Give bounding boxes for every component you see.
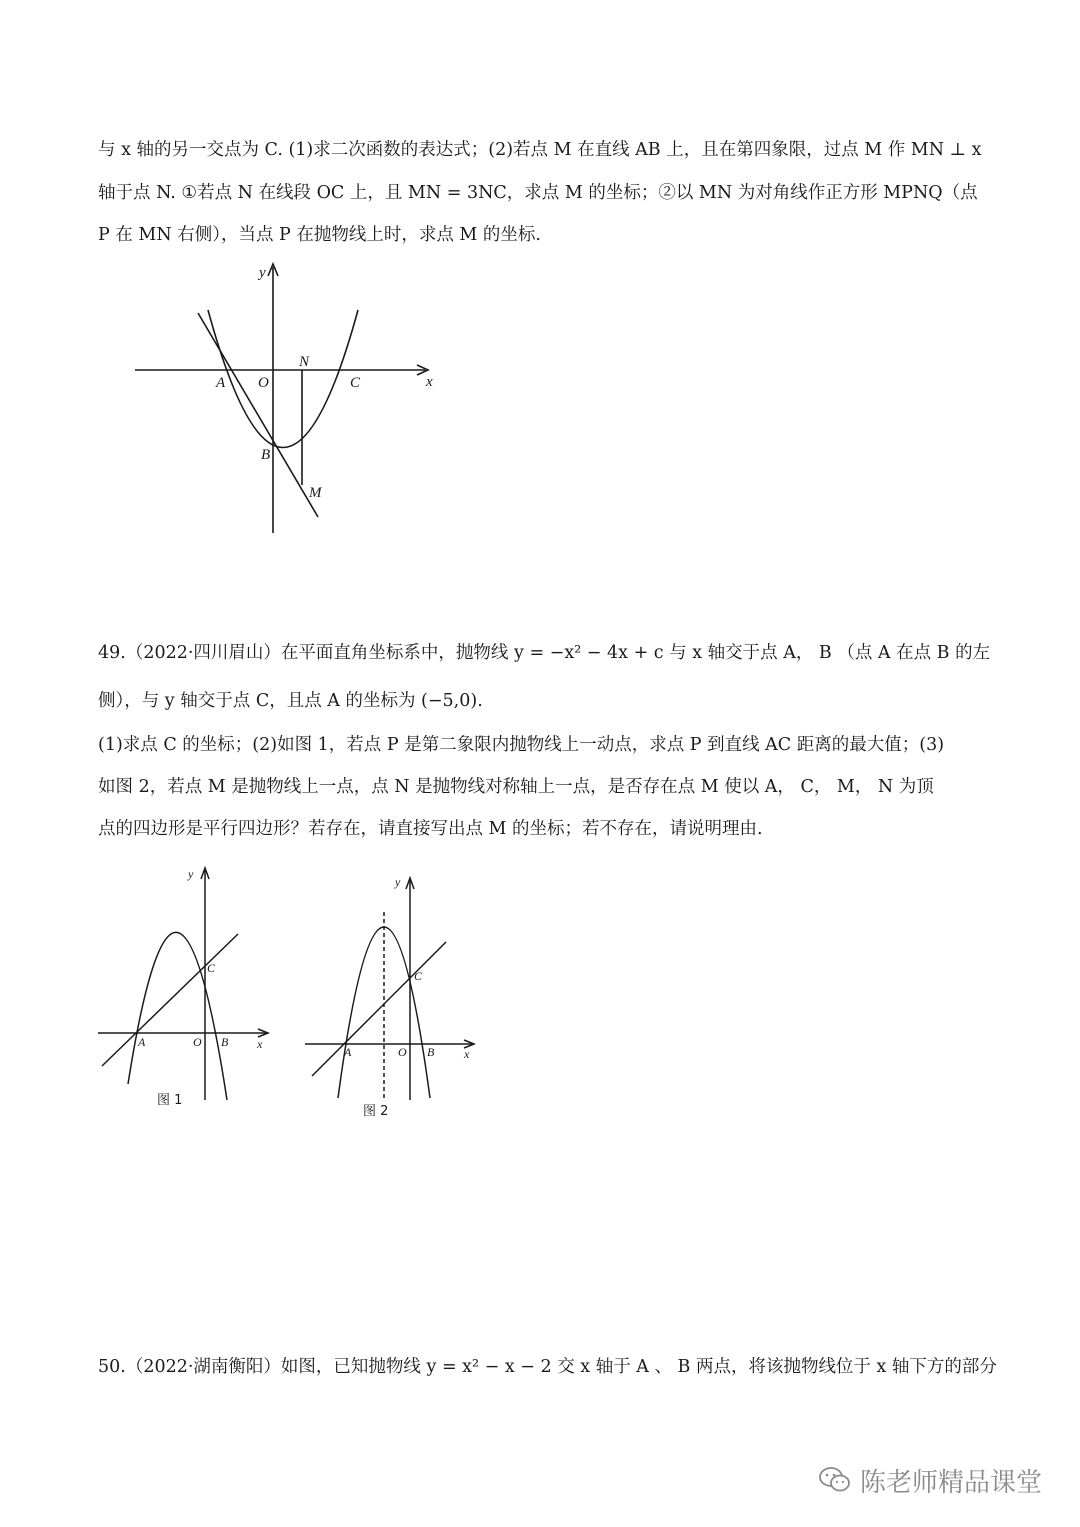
q48-label-a: A: [216, 375, 226, 391]
q49-fig1-label-y: y: [188, 867, 194, 881]
q49-fig2-label-x: x: [464, 1047, 470, 1061]
q49-fig2-label-o: O: [398, 1045, 407, 1059]
q49-fig1-label-o: O: [193, 1035, 202, 1049]
q49-fig1-label-b: B: [221, 1035, 229, 1049]
q49-fig2-label-y: y: [395, 875, 401, 889]
q48-text-line-3: P 在 MN 右侧），当点 P 在抛物线上时，求点 M 的坐标.: [98, 225, 541, 245]
q48-figure: [0, 255, 1080, 555]
q49-text-line-3: (1)求点 C 的坐标；(2)如图 1，若点 P 是第二象限内抛物线上一动点，求点 P 到直线 AC 距离的最大值；(3): [98, 735, 945, 755]
q49-text-line-2: 侧），与 y 轴交于点 C，且点 A 的坐标为 (−5,0).: [98, 691, 483, 711]
q49-fig1-label-c: C: [207, 961, 216, 975]
q48-text-line-2: 轴于点 N. ①若点 N 在线段 OC 上，且 MN = 3NC，求点 M 的坐标；②以 MN 为对角线作正方形 MPNQ（点: [98, 183, 978, 203]
q49-fig2-label-a: A: [344, 1045, 352, 1059]
q48-label-o: O: [258, 375, 269, 391]
q49-fig1-label-a: A: [138, 1035, 146, 1049]
q49-figure-1: [90, 862, 290, 1112]
watermark: [818, 1462, 1042, 1498]
q48-label-y: y: [259, 265, 266, 281]
q49-text-line-5: 点的四边形是平行四边形？若存在，请直接写出点 M 的坐标；若不存在，请说明理由.: [98, 819, 763, 839]
q48-label-m: M: [309, 485, 322, 501]
q48-label-n: N: [299, 354, 310, 370]
q49-text-line-1: 49.（2022·四川眉山）在平面直角坐标系中，抛物线 y = −x² − 4x + c 与 x 轴交于点 A， B （点 A 在点 B 的左: [98, 643, 991, 663]
q48-text-line-1: 与 x 轴的另一交点为 C. (1)求二次函数的表达式；(2)若点 M 在直线 AB 上，且在第四象限，过点 M 作 MN ⊥ x: [98, 140, 982, 160]
q49-figure-1-caption: 图 1: [157, 1093, 183, 1108]
q49-fig2-label-b: B: [427, 1045, 435, 1059]
wechat-icon: [818, 1465, 852, 1495]
q50-text-line-1: 50.（2022·湖南衡阳）如图，已知抛物线 y = x² − x − 2 交 x 轴于 A 、 B 两点，将该抛物线位于 x 轴下方的部分: [98, 1357, 997, 1377]
q48-label-c: C: [350, 375, 361, 391]
q48-label-x: x: [426, 374, 433, 390]
watermark-text: 陈老师精品课堂: [860, 1467, 1043, 1498]
q49-figure-2: [300, 870, 500, 1120]
q49-fig2-label-c: C: [414, 969, 423, 983]
q48-label-b: B: [261, 447, 271, 463]
q49-text-line-4: 如图 2，若点 M 是抛物线上一点，点 N 是抛物线对称轴上一点，是否存在点 M 使以 A， C， M， N 为顶: [98, 777, 934, 797]
q49-fig1-label-x: x: [257, 1037, 263, 1051]
q49-figure-2-caption: 图 2: [363, 1104, 389, 1119]
